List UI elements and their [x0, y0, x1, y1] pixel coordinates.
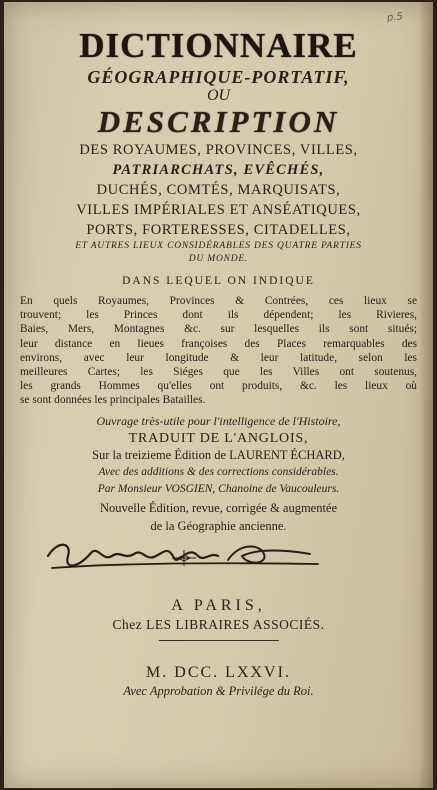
- divider: [159, 640, 279, 641]
- paragraph-line: meilleures Cartes; les Siéges que les Villes ont soutenus,: [20, 366, 417, 379]
- caps-line-royaumes: DES ROYAUMES, PROVINCES, VILLES,: [79, 142, 358, 158]
- place-line: A PARIS,: [171, 596, 266, 614]
- edition-line: Sur la treizieme Édition de LAURENT ÉCHARD,: [92, 447, 345, 462]
- approbation-line: Avec Approbation & Privilége du Roi.: [123, 683, 314, 698]
- publisher-line: Chez LES LIBRAIRES ASSOCIÉS.: [112, 616, 325, 632]
- traduit-line: TRADUIT DE L'ANGLOIS,: [128, 430, 309, 446]
- caps-line-villes: VILLES IMPÉRIALES ET ANSÉATIQUES,: [76, 202, 361, 218]
- author-line: Par Monsieur VOSGIEN, Chanoine de Vaucouleurs.: [97, 482, 340, 495]
- date-line: M. DCC. LXXVI.: [146, 663, 291, 681]
- ouvrage-line: Ouvrage très-utile pour l'intelligence de l'Histoire,: [96, 413, 341, 428]
- caps-line-patriarchats: PATRIARCHATS, EVÊCHÉS,: [112, 162, 325, 178]
- conjunction-ou: OU: [206, 87, 231, 104]
- title-page: [4, 2, 433, 788]
- small-line-autres-lieux: ET AUTRES LIEUX CONSIDÉRABLES DES QUATRE PARTIES: [75, 241, 362, 251]
- signature-icon: [28, 534, 328, 580]
- small-line-monde: DU MONDE.: [188, 254, 249, 264]
- caps-line-ports: PORTS, FORTERESSES, CITADELLES,: [86, 222, 351, 238]
- paragraph-line: se sont données les principales Batailles.: [20, 394, 206, 407]
- paragraph-line: Baies, Mers, Montagnes &c. sur lesquelles ils sont situés;: [20, 323, 417, 336]
- paragraph-line: les grands Hommes qu'elles ont produits, &c. les lieux où: [20, 380, 417, 393]
- title-block: [18, 26, 419, 700]
- subtitle-geographique: GÉOGRAPHIQUE-PORTATIF,: [87, 67, 350, 87]
- dans-lequel-heading: DANS LEQUEL ON INDIQUE: [122, 275, 315, 287]
- paragraph-line: environs, avec leur longitude & leur latitude, selon les: [20, 351, 417, 364]
- paragraph-line: En quels Royaumes, Provinces & Contrées, ces lieux se: [20, 295, 417, 307]
- page-shadow: [419, 2, 433, 788]
- main-title: DICTIONNAIRE: [79, 26, 358, 65]
- description-paragraph: [20, 294, 417, 408]
- subtitle-description: DESCRIPTION: [97, 104, 340, 139]
- additions-line: Avec des additions & des corrections considérables.: [98, 465, 339, 478]
- geographie-ancienne-line: de la Géographie ancienne.: [150, 518, 287, 533]
- corner-note: p.5: [386, 11, 404, 24]
- nouvelle-edition-line: Nouvelle Édition, revue, corrigée & augmentée: [99, 500, 338, 515]
- paragraph-line: leur distance en lieues françoises des Places remarquables des: [20, 337, 417, 350]
- caps-line-duches: DUCHÉS, COMTÉS, MARQUISATS,: [96, 182, 341, 198]
- signature-area: [18, 534, 419, 578]
- paragraph-line: trouvent; les Princes dont ils dépendent; les Rivieres,: [20, 309, 417, 322]
